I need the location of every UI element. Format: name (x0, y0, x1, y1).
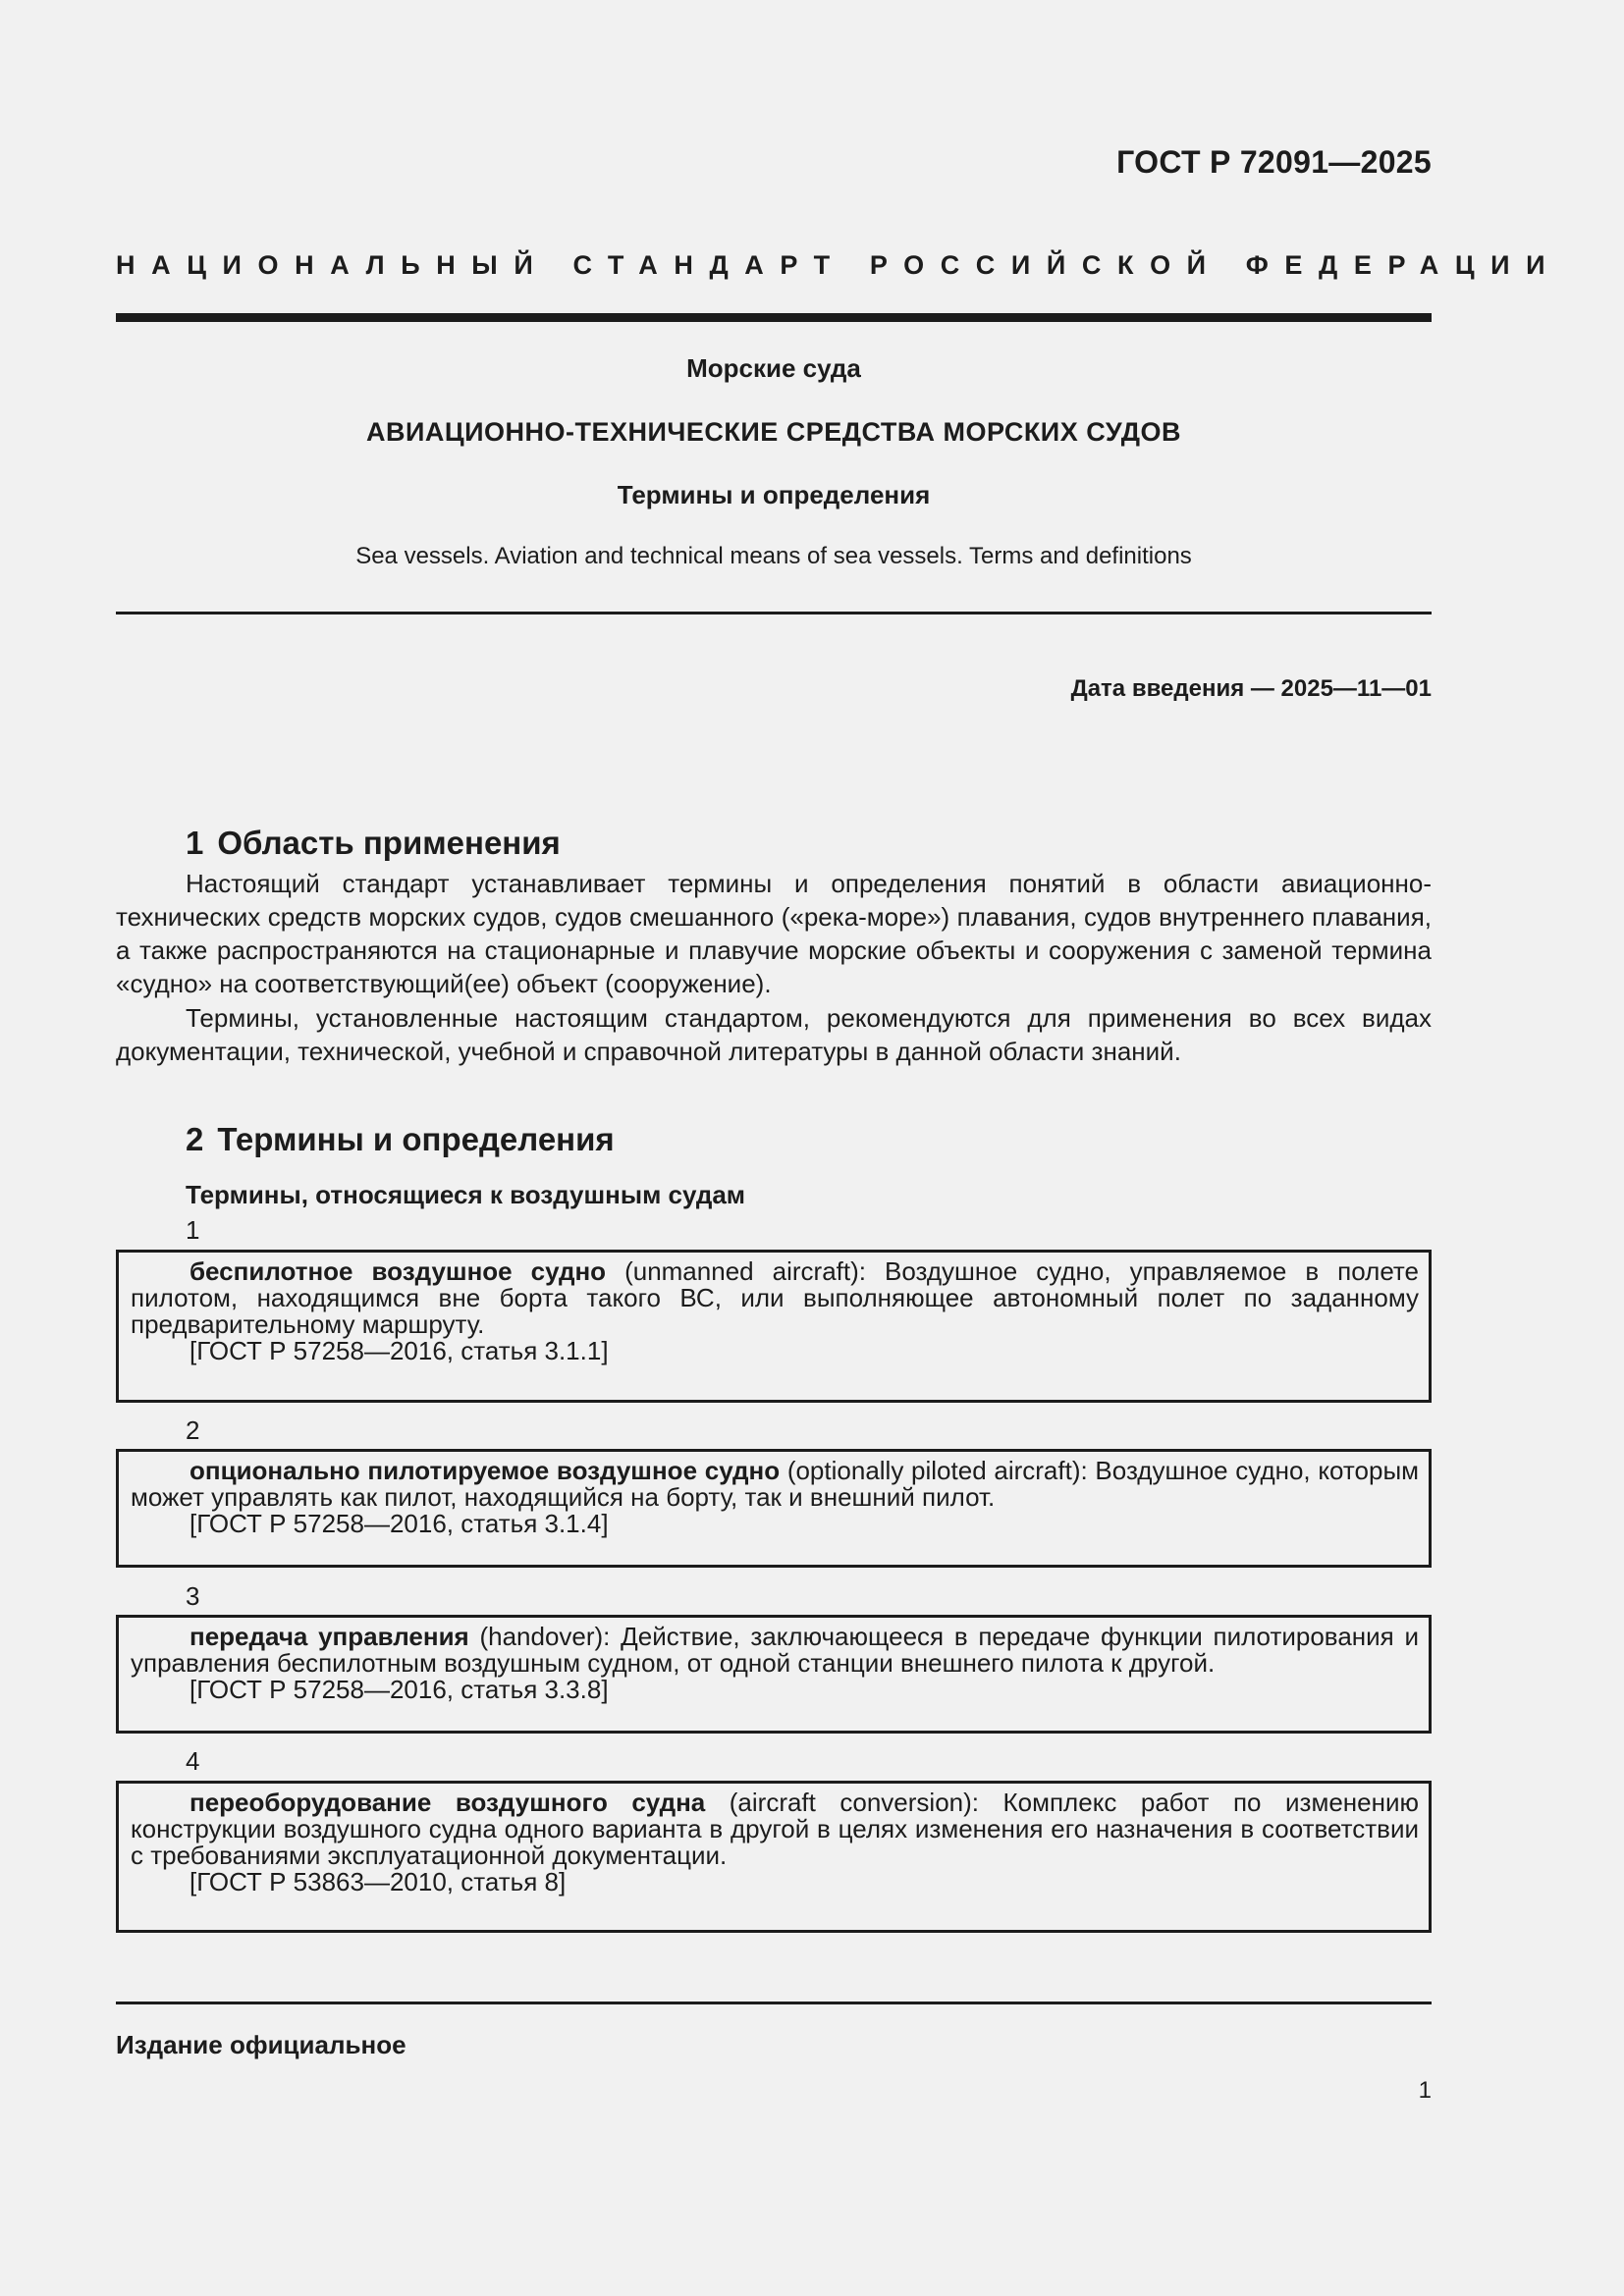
term-definition (131, 1789, 1419, 1869)
footer-rule (116, 2002, 1432, 2004)
introduction-date: Дата введения — 2025—11—01 (1070, 675, 1432, 702)
term-number: 2 (186, 1415, 200, 1445)
section-1-number: 1 (186, 825, 204, 861)
title-sub: Термины и определения (617, 480, 931, 509)
term-entry (116, 1781, 1432, 1933)
term-english: (optionally piloted aircraft): (780, 1456, 1088, 1485)
term-reference: [ГОСТ Р 57258—2016, статья 3.1.4] (189, 1509, 609, 1538)
term-definition-text: Действие, заключающееся в передаче функции пилотирования и управления беспилотным воздушным судном, от одной станции внешнего пилота к другой. (131, 1622, 1419, 1678)
section-1-heading (186, 825, 561, 862)
term-name: переоборудование воздушного судна (189, 1788, 706, 1817)
section-2-subheading: Термины, относящиеся к воздушным судам (186, 1180, 746, 1209)
term-name: беспилотное воздушное судно (189, 1256, 607, 1286)
section-1-title: Область применения (217, 825, 561, 861)
document-number: ГОСТ Р 72091—2025 (1116, 144, 1432, 180)
page-number: 1 (1418, 2077, 1432, 2104)
title-english: Sea vessels. Aviation and technical means of sea vessels. Terms and definitions (355, 543, 1192, 569)
term-english: (handover): (468, 1622, 611, 1651)
term-definition (131, 1458, 1419, 1511)
term-definition (131, 1258, 1419, 1338)
section-2-number: 2 (186, 1121, 204, 1157)
title-bottom-rule (116, 612, 1432, 614)
official-edition-label: Издание официальное (116, 2030, 406, 2059)
term-definition-text: Воздушное судно, которым может управлять как пилот, находящийся на борту, так и внешний пилот. (131, 1456, 1420, 1512)
header-thick-rule (116, 313, 1432, 322)
term-definition-text: Комплекс работ по изменению конструкции воздушного судна одного варианта в другой в целях изменения его назначения в соответствии с требованиями эксплуатационной документации. (131, 1788, 1419, 1870)
term-entry (116, 1250, 1432, 1403)
national-standard-banner: НАЦИОНАЛЬНЫЙ СТАНДАРТ РОССИЙСКОЙ ФЕДЕРАЦИИ (116, 250, 1562, 280)
term-definition-text: Воздушное судно, управляемое в полете пилотом, находящимся вне борта такого ВС, или выполняющее автономный полет по заданному предварительному маршруту. (131, 1256, 1419, 1339)
term-number: 1 (186, 1215, 200, 1245)
term-number: 4 (186, 1746, 200, 1776)
title-main: АВИАЦИОННО-ТЕХНИЧЕСКИЕ СРЕДСТВА МОРСКИХ СУДОВ (365, 417, 1182, 447)
term-definition (131, 1624, 1419, 1677)
term-reference: [ГОСТ Р 53863—2010, статья 8] (189, 1867, 567, 1896)
term-entry (116, 1449, 1432, 1568)
term-name: передача управления (189, 1622, 469, 1651)
term-english: (aircraft conversion): (705, 1788, 979, 1817)
term-entry (116, 1615, 1432, 1734)
term-reference: [ГОСТ Р 57258—2016, статья 3.1.1] (189, 1336, 609, 1365)
section-2-heading (186, 1121, 615, 1158)
section-1-paragraph-2: Термины, установленные настоящим стандартом, рекомендуются для применения во всех видах документации, технической, учебной и справочной литературы в данной области знаний. (116, 1003, 1432, 1066)
term-english: (unmanned aircraft): (606, 1256, 866, 1286)
section-1-paragraph-1: Настоящий стандарт устанавливает термины и определения понятий в области авиационно-технических средств морских судов, судов смешанного («река-море») плавания, судов внутреннего плавания, а также распространяются на стационарные и плавучие морские объекты и сооружения с заменой термина «судно» на соответствующий(ее) объект (сооружение). (116, 869, 1432, 998)
term-name: опционально пилотируемое воздушное судно (189, 1456, 781, 1485)
term-reference: [ГОСТ Р 57258—2016, статья 3.3.8] (189, 1675, 609, 1704)
term-number: 3 (186, 1581, 200, 1611)
section-2-title: Термины и определения (217, 1121, 615, 1157)
title-group: Морские суда (686, 353, 861, 383)
